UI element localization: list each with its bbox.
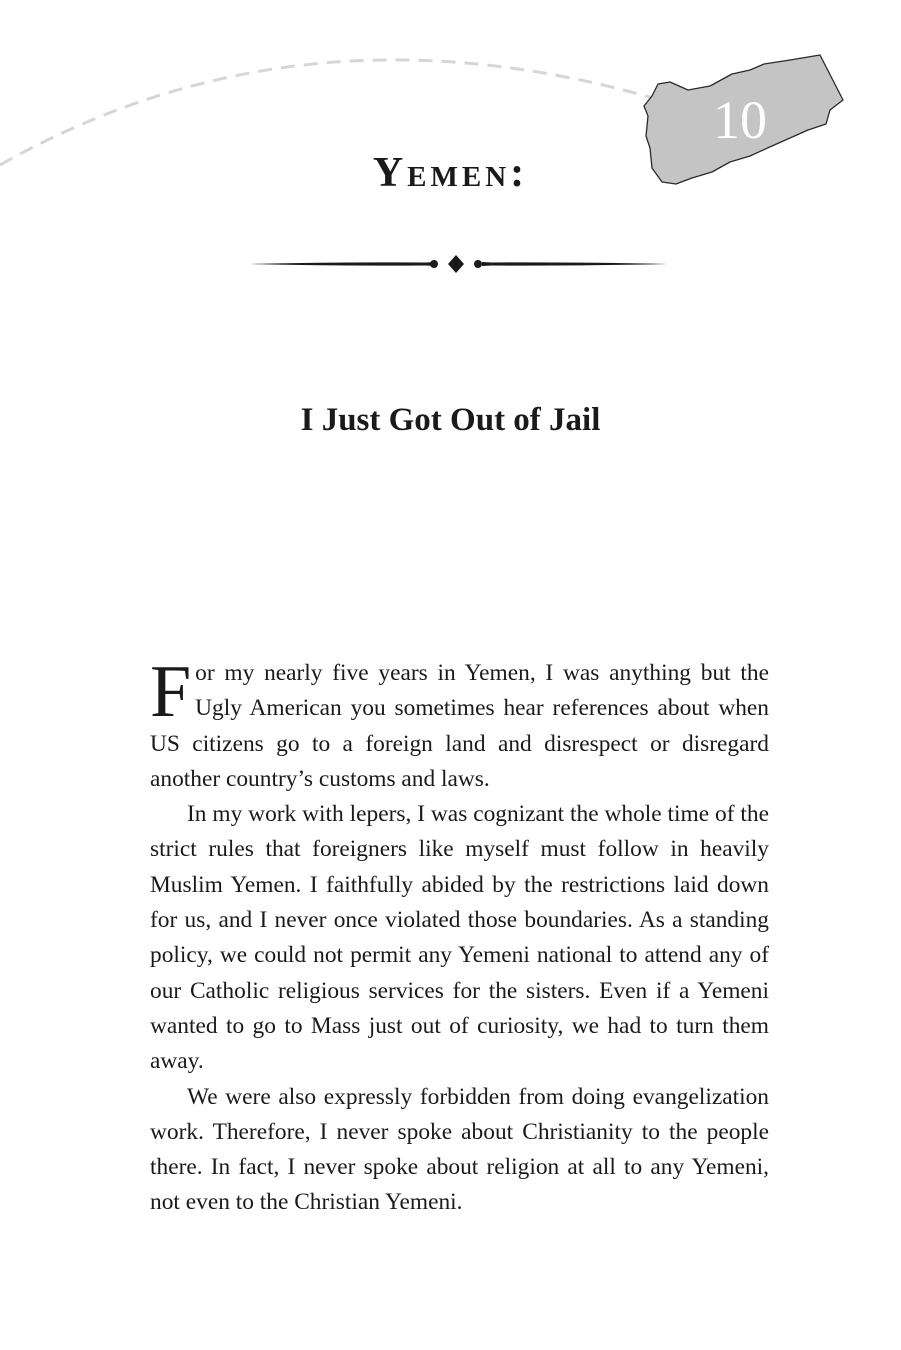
drop-cap: F (150, 651, 192, 733)
paragraph-1-text: or my nearly five years in Yemen, I was anything but the Ugly American you sometimes hear references about when US citizens go to a foreign land and disrespect or disregard another country’s customs and laws. (150, 660, 769, 792)
part-title: Yemen: (372, 150, 529, 196)
paragraph-3: We were also expressly forbidden from doing evangelization work. Therefore, I never spoke about Christianity to the people there. In fact, I never spoke about religion at all to any Yemeni, not even to the Christian Yemeni. (150, 1083, 769, 1216)
chapter-number: 10 (713, 90, 767, 150)
ornamental-divider (250, 252, 668, 276)
paragraph-1 (150, 651, 769, 797)
body-text (150, 651, 769, 1221)
chapter-title: I Just Got Out of Jail (300, 402, 601, 438)
paragraph-2: In my work with lepers, I was cognizant the whole time of the strict rules that foreigners like myself must follow in heavily Muslim Yemen. I faithfully abided by the restrictions laid down for us, and I never once violated those boundaries. As a standing policy, we could not permit any Yemeni national to attend any of our Catholic religious services for the sisters. Even if a Yemeni wanted to go to Mass just out of curiosity, we had to turn them away. (150, 801, 769, 1075)
